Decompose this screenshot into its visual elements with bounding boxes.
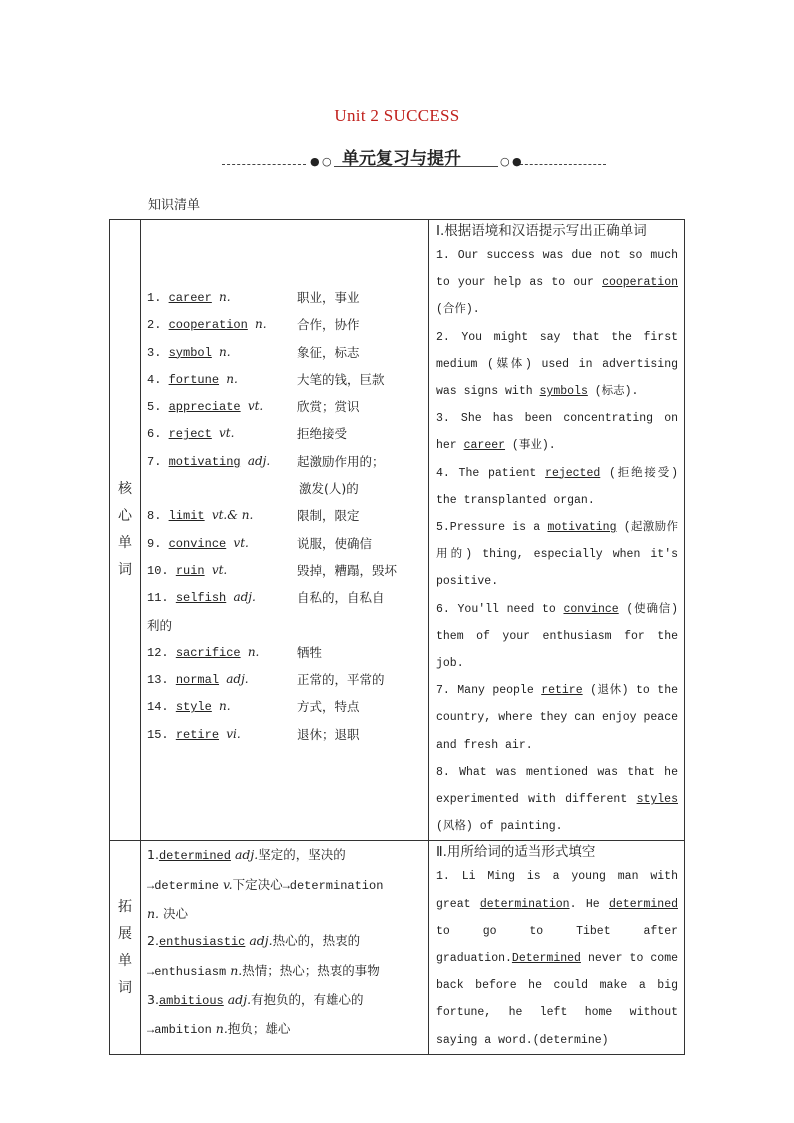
word-meaning-cont bbox=[147, 475, 422, 502]
exercise-text: 4. The patient bbox=[436, 466, 546, 480]
hollow-dot-icon: ○ bbox=[322, 155, 332, 168]
exercise-heading: Ⅱ.用所给词的适当形式填空 bbox=[436, 844, 596, 861]
category-char: 核 bbox=[118, 481, 132, 498]
word-meaning: 职业，事业 bbox=[297, 290, 360, 305]
banner-right-line bbox=[520, 164, 606, 165]
word-meaning: 决心 bbox=[163, 906, 189, 922]
word-pos: n. bbox=[219, 344, 231, 359]
word-text: ruin bbox=[175, 563, 205, 578]
core-words-row bbox=[110, 220, 685, 841]
word-pos: adj. bbox=[234, 847, 259, 863]
extended-words-row bbox=[110, 841, 685, 1054]
word-entry bbox=[147, 448, 422, 475]
word-term bbox=[147, 557, 297, 584]
word-meaning: 热情；热心；热衷的事物 bbox=[242, 962, 380, 978]
exercise-text: 7. Many people bbox=[436, 684, 542, 698]
word-text: symbol bbox=[168, 345, 212, 360]
banner-left-line bbox=[222, 164, 306, 165]
word-pos: n. bbox=[215, 1021, 228, 1037]
answer-blank: styles bbox=[636, 793, 678, 807]
word-term bbox=[147, 366, 297, 393]
word-pos: vt. bbox=[211, 562, 228, 577]
hollow-dot-icon: ○ bbox=[500, 155, 510, 168]
word-meaning: 下定决心 bbox=[232, 876, 283, 892]
word-meaning: 象征，标志 bbox=[297, 344, 360, 360]
word-pos: vi. bbox=[226, 726, 241, 741]
word-pos: vt.& n. bbox=[211, 508, 254, 523]
word-entry bbox=[147, 366, 422, 393]
exercise-text: 2. You might say that the first medium (媒体) used in advertising was signs with bbox=[436, 330, 678, 399]
word-text: reject bbox=[168, 427, 212, 442]
word-term bbox=[147, 311, 297, 338]
word-number: 1. bbox=[147, 291, 162, 305]
word-meaning: 坚定的，坚决的 bbox=[258, 847, 346, 863]
word-pos: n. bbox=[219, 290, 231, 304]
word-text: normal bbox=[175, 673, 220, 688]
category-char: 单 bbox=[118, 952, 132, 969]
exercise-text: 6. You'll need to bbox=[436, 602, 564, 616]
exercise-item bbox=[436, 514, 678, 596]
exercise-item bbox=[436, 324, 678, 406]
word-meaning: 方式，特点 bbox=[297, 699, 360, 715]
word-entry bbox=[147, 530, 422, 557]
word-entry bbox=[147, 693, 422, 720]
word-meaning-cont bbox=[147, 612, 422, 639]
word-text: retire bbox=[175, 727, 220, 742]
word-meaning: 热心的，热衷的 bbox=[272, 933, 361, 949]
word-term bbox=[147, 393, 297, 420]
word-entry bbox=[147, 339, 422, 366]
word-entry bbox=[147, 284, 422, 311]
exercise-text: (标志). bbox=[587, 385, 639, 399]
word-text: style bbox=[175, 700, 212, 715]
exercise-text: (拒绝接受) the transplanted organ. bbox=[436, 466, 678, 507]
word-term bbox=[147, 420, 297, 447]
exercise-item bbox=[436, 460, 678, 514]
word-text: limit bbox=[168, 509, 205, 524]
word-number: 9. bbox=[147, 536, 162, 551]
word-text: determined bbox=[158, 849, 231, 864]
word-text: ambitious bbox=[158, 993, 224, 1008]
word-number: 2. bbox=[147, 318, 162, 333]
word-term bbox=[147, 721, 297, 748]
banner-text: 单元复习与提升 bbox=[342, 149, 461, 169]
word-entry bbox=[147, 666, 422, 693]
exercise-item: 1. Li Ming is a young man with great determination. He determined to go to Tibet after graduation.Determined never to come back before he could make a big fortune, he left home without saying a word.(determine) bbox=[436, 870, 678, 1047]
word-meaning: 退休；退职 bbox=[297, 726, 360, 742]
category-char: 心 bbox=[118, 508, 132, 525]
word-entry bbox=[147, 584, 422, 611]
filled-dot-icon: ● bbox=[512, 155, 522, 168]
exercise-text: 8. What was mentioned was that he experimented with different bbox=[436, 765, 678, 807]
word-meaning: 自私的，自私自 bbox=[297, 590, 385, 606]
word-term bbox=[147, 639, 297, 666]
core-word-list bbox=[147, 220, 422, 754]
word-meaning: 合作，协作 bbox=[297, 317, 360, 333]
word-pos: adj. bbox=[226, 672, 249, 687]
word-text: motivating bbox=[168, 454, 241, 469]
derived-word: →determine bbox=[147, 878, 220, 893]
word-number: 1. bbox=[147, 847, 159, 863]
word-text: career bbox=[168, 291, 212, 305]
exercise-text: (使确信) them of your enthusiasm for the job. bbox=[436, 602, 678, 671]
word-number: 3. bbox=[147, 345, 162, 360]
word-meaning: 说服，使确信 bbox=[297, 535, 373, 551]
word-entry bbox=[147, 420, 422, 447]
answer-blank: cooperation bbox=[602, 276, 678, 290]
knowledge-table bbox=[109, 219, 685, 1055]
extended-category-cell bbox=[110, 841, 141, 1054]
word-entry bbox=[147, 393, 422, 420]
core-category-cell bbox=[110, 220, 141, 841]
exercise-item bbox=[436, 405, 678, 459]
extended-entry bbox=[147, 986, 422, 1045]
exercise-text: (起激励作用的) thing, especially when it's positive. bbox=[436, 521, 678, 589]
core-exercise-cell bbox=[429, 220, 685, 841]
word-meaning: 限制，限定 bbox=[297, 508, 360, 524]
answer-blank: career bbox=[463, 439, 506, 453]
exercise-text: 3. She has been concentrating on her bbox=[436, 412, 678, 453]
exercise-item bbox=[436, 242, 678, 324]
exercise-item bbox=[436, 759, 678, 841]
exercise-text: (风格) of painting. bbox=[436, 820, 563, 834]
category-char: 单 bbox=[118, 535, 132, 552]
extended-exercise-cell bbox=[429, 841, 685, 1054]
word-entry bbox=[147, 557, 422, 584]
exercise-text: (事业). bbox=[505, 439, 556, 453]
word-text: selfish bbox=[175, 591, 227, 606]
exercise-text: 5.Pressure is a bbox=[436, 521, 548, 535]
word-pos: n. bbox=[219, 699, 231, 714]
word-number: 15. bbox=[147, 727, 169, 742]
category-char: 词 bbox=[118, 562, 132, 579]
word-pos: adj. bbox=[249, 933, 273, 949]
exercise-list bbox=[436, 242, 678, 840]
category-char: 展 bbox=[118, 925, 132, 942]
extended-entry bbox=[147, 841, 422, 927]
word-pos: adj. bbox=[233, 590, 256, 605]
word-entry bbox=[147, 721, 422, 748]
word-pos: n. bbox=[255, 317, 267, 332]
word-text: enthusiastic bbox=[158, 935, 246, 950]
word-pos: n. bbox=[230, 962, 243, 978]
extended-word-list-cell bbox=[141, 841, 429, 1054]
word-pos: vt. bbox=[247, 399, 264, 414]
exercise-text: 1. Our success was due not so much to your help as to our bbox=[436, 249, 678, 290]
word-term bbox=[147, 584, 297, 611]
word-pos: vt. bbox=[219, 426, 235, 441]
section-label: 知识清单 bbox=[148, 198, 201, 213]
word-number: 10. bbox=[147, 563, 169, 578]
section-banner bbox=[222, 144, 606, 172]
word-text: fortune bbox=[168, 372, 220, 387]
answer-blank: symbols bbox=[539, 385, 588, 399]
word-term bbox=[147, 502, 297, 529]
word-text: convince bbox=[168, 536, 227, 551]
word-meaning: 抱负；雄心 bbox=[227, 1021, 291, 1037]
word-meaning: 正常的，平常的 bbox=[297, 672, 385, 688]
word-pos: adj. bbox=[227, 991, 252, 1007]
exercise-item bbox=[436, 677, 678, 759]
word-number: 11. bbox=[147, 591, 169, 606]
word-entry bbox=[147, 639, 422, 666]
word-pos: vt. bbox=[233, 535, 249, 550]
word-pos: n. bbox=[147, 906, 160, 922]
answer-blank: motivating bbox=[547, 521, 617, 535]
filled-dot-icon: ● bbox=[310, 155, 320, 168]
word-meaning: 有抱负的，有雄心的 bbox=[251, 991, 364, 1007]
category-char: 词 bbox=[118, 979, 132, 996]
word-meaning: 利的 bbox=[147, 617, 173, 633]
exercise-text: (退休) to the country, where they can enjoy peace and fresh air. bbox=[436, 684, 678, 752]
answer-blank: convince bbox=[563, 602, 619, 616]
answer-blank: retire bbox=[541, 684, 583, 698]
exercise-item bbox=[436, 596, 678, 678]
extended-word-list bbox=[147, 841, 422, 1044]
word-number: 4. bbox=[147, 372, 162, 387]
word-meaning: 拒绝接受 bbox=[297, 426, 348, 442]
derived-word: →determination bbox=[282, 878, 384, 893]
word-meaning: 牺牲 bbox=[297, 644, 323, 660]
answer-blank: rejected bbox=[545, 466, 601, 480]
word-entry bbox=[147, 311, 422, 338]
word-meaning: 大笔的钱，巨款 bbox=[297, 371, 385, 387]
word-pos: v. bbox=[223, 876, 233, 892]
word-entry bbox=[147, 502, 422, 529]
word-number: 2. bbox=[147, 933, 159, 949]
word-number: 6. bbox=[147, 427, 162, 442]
word-term bbox=[147, 284, 297, 311]
word-text: cooperation bbox=[168, 318, 248, 333]
word-term bbox=[147, 339, 297, 366]
word-number: 7. bbox=[147, 454, 162, 469]
word-number: 14. bbox=[147, 700, 169, 715]
page-title: Unit 2 SUCCESS bbox=[334, 106, 460, 125]
word-term bbox=[147, 693, 297, 720]
word-pos: n. bbox=[226, 371, 238, 386]
word-number: 12. bbox=[147, 645, 169, 660]
answer-blank: Determined bbox=[511, 952, 581, 966]
word-meaning: 欣赏；赏识 bbox=[297, 399, 360, 415]
word-meaning: 毁掉，糟蹋，毁坏 bbox=[297, 562, 398, 578]
banner-underline bbox=[334, 166, 498, 167]
word-text: sacrifice bbox=[175, 645, 241, 660]
word-meaning: 激发(人)的 bbox=[299, 481, 359, 497]
extended-entry bbox=[147, 927, 422, 986]
core-word-list-cell bbox=[141, 220, 429, 841]
word-meaning: 起激励作用的； bbox=[297, 453, 385, 469]
word-pos: n. bbox=[247, 644, 260, 659]
answer-blank: determined bbox=[608, 897, 678, 911]
exercise-text: (合作). bbox=[436, 303, 480, 317]
word-term bbox=[147, 666, 297, 693]
answer-blank: determination bbox=[479, 897, 570, 911]
category-char: 拓 bbox=[118, 898, 132, 915]
word-number: 5. bbox=[147, 400, 162, 415]
word-number: 3. bbox=[147, 991, 159, 1007]
exercise-heading: Ⅰ.根据语境和汉语提示写出正确单词 bbox=[436, 223, 647, 239]
word-pos: adj. bbox=[247, 453, 271, 468]
word-text: appreciate bbox=[168, 400, 241, 415]
word-term bbox=[147, 530, 297, 557]
word-number: 8. bbox=[147, 509, 162, 524]
word-term bbox=[147, 448, 297, 475]
word-number: 13. bbox=[147, 673, 169, 688]
derived-word: →ambition bbox=[147, 1023, 212, 1038]
derived-word: →enthusiasm bbox=[147, 964, 227, 979]
